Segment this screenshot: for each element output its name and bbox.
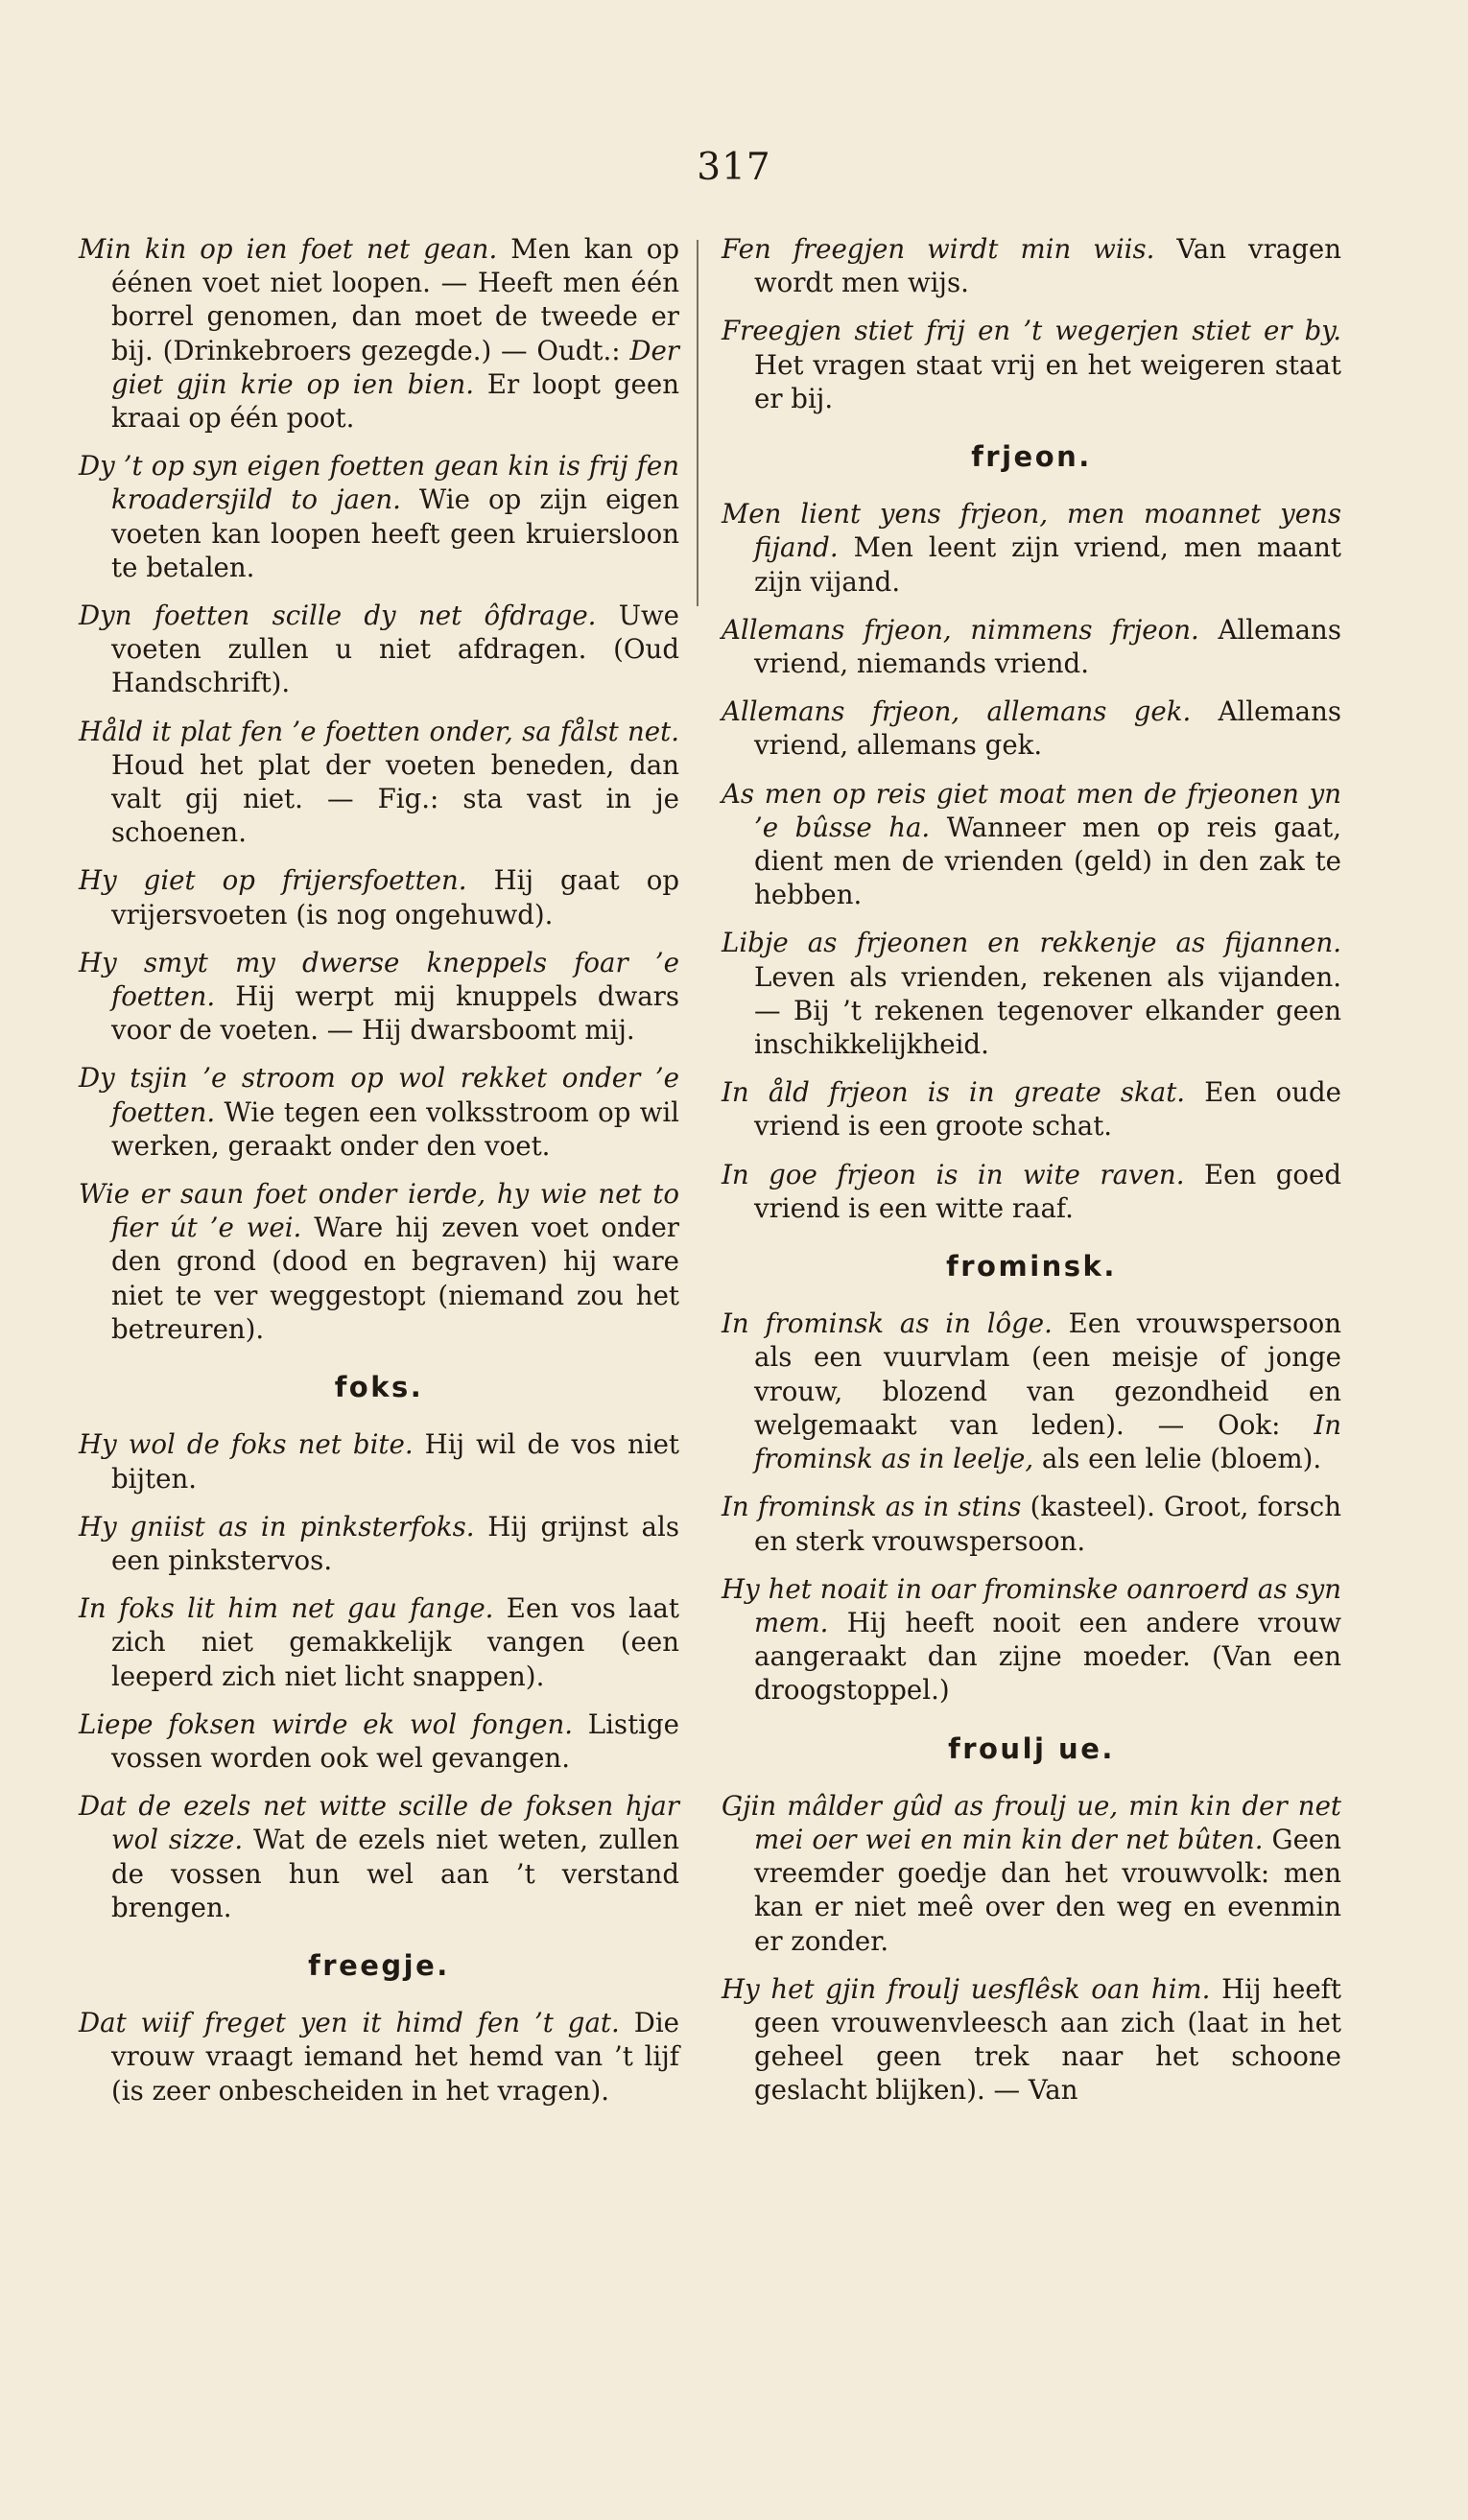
entry xyxy=(722,695,1341,762)
entry xyxy=(722,1972,1341,2108)
entry-translation: Geen vreemder goedje dan het vrouwvolk: men kan er niet meê over den weg en evenmin er zonder. xyxy=(754,1823,1341,1957)
entry xyxy=(722,1075,1341,1142)
entry xyxy=(79,1591,679,1693)
entry-translation: Hij gaat op vrijersvoeten (is nog ongehuwd). xyxy=(111,864,679,930)
entry xyxy=(79,449,679,584)
entry-translation: Allemans vriend, niemands vriend. xyxy=(754,613,1341,680)
entry xyxy=(79,1177,679,1346)
entry xyxy=(722,1789,1341,1958)
section-heading-froulju: froulj ue. xyxy=(948,1731,1115,1765)
entry xyxy=(722,497,1341,599)
entry-phrase: Men lient yens frjeon, men moannet yens fijand. xyxy=(722,498,1341,564)
entry-translation: Van vragen wordt men wijs. xyxy=(754,233,1342,299)
entry-phrase: In frominsk as in stins xyxy=(722,1491,1022,1523)
entry-phrase: In goe frjeon is in wite raven. xyxy=(722,1158,1185,1190)
section-heading-frjeon: frjeon. xyxy=(971,440,1092,474)
entry-translation: Het vragen staat vrij en het weigeren staat er bij. xyxy=(754,348,1341,414)
entry-translation: Allemans vriend, allemans gek. xyxy=(754,695,1341,762)
entry xyxy=(722,1158,1341,1225)
entry-phrase: Dy tsjin ’e stroom op wol rekket onder ’e foetten. xyxy=(79,1062,679,1128)
entry-translation: Een vos laat zich niet gemakkelijk vangen (een leeperd zich niet licht snappen). xyxy=(111,1592,679,1692)
entry-translation: Wie tegen een volksstroom op wil werken, geraakt onder den voet. xyxy=(111,1095,679,1162)
entry-phrase: Hy wol de foks net bite. xyxy=(79,1428,414,1461)
entry-translation: Men leent zijn vriend, men maant zijn vijand. xyxy=(754,531,1341,598)
entry-phrase: Dyn foetten scille dy net ôfdrage. xyxy=(79,600,597,632)
entry xyxy=(722,613,1341,680)
entry xyxy=(79,1707,679,1775)
entry xyxy=(722,314,1341,415)
entry-phrase: Hy het gjin froulj uesflêsk oan him. xyxy=(722,1972,1211,2005)
entry-phrase: In åld frjeon is in greate skat. xyxy=(722,1076,1186,1109)
entry-translation: Men kan op éénen voet niet loopen. — Heeft men één borrel genomen, dan moet de tweede er bij. (Drinkebroers gezegde.) — Oudt.: xyxy=(111,233,680,366)
entry-translation: Die vrouw vraagt iemand het hemd van ’t lijf (is zeer onbescheiden in het vragen). xyxy=(111,2007,679,2107)
entry-translation: als een lelie (bloem). xyxy=(1033,1443,1322,1475)
entry xyxy=(79,1789,679,1924)
entry-phrase: Libje as frjeonen en rekkenje as fijannen. xyxy=(722,927,1341,959)
entry-translation: Listige vossen worden ook wel gevangen. xyxy=(111,1707,679,1774)
entry-translation: Een vrouwspersoon als een vuurvlam (een meisje of jonge vrouw, blozend van gezondheid en welgemaakt van leden). — Ook: xyxy=(754,1307,1341,1441)
entry-translation: Houd het plat der voeten beneden, dan valt gij niet. — Fig.: sta vast in je schoenen. xyxy=(111,748,679,849)
left-column xyxy=(79,232,679,2122)
entry-phrase: Hy giet op frijersfoetten. xyxy=(79,864,467,897)
entry xyxy=(79,599,679,700)
entry-translation: Ware hij zeven voet onder den grond (dood en begraven) hij ware niet te ver weggestopt (niemand zou het betreuren). xyxy=(111,1212,679,1345)
entry xyxy=(79,863,679,930)
entry xyxy=(79,1061,679,1163)
entry xyxy=(79,1510,679,1577)
entry-phrase: Min kin op ien foet net gean. xyxy=(79,233,498,265)
entry-phrase: In frominsk as in leelje, xyxy=(754,1408,1341,1475)
entry-translation: Hij wil de vos niet bijten. xyxy=(111,1428,679,1495)
entry-translation: Wie op zijn eigen voeten kan loopen heeft geen kruiersloon te betalen. xyxy=(111,483,679,583)
entry xyxy=(79,946,679,1048)
entry-phrase: Allemans frjeon, nimmens frjeon. xyxy=(722,613,1199,646)
entry-phrase: Håld it plat fen ’e foetten onder, sa fålst net. xyxy=(79,715,679,747)
entry-translation: Wat de ezels niet weten, zullen de vossen hun wel aan ’t verstand brengen. xyxy=(111,1824,679,1923)
entry-phrase: Dy ’t op syn eigen foetten gean kin is frij fen kroadersjild to jaen. xyxy=(79,450,679,516)
entry-phrase: In frominsk as in lôge. xyxy=(722,1307,1053,1340)
entry-phrase: As men op reis giet moat men de frjeonen yn ’e bûsse ha. xyxy=(722,777,1341,843)
page-number: 317 xyxy=(697,146,771,189)
entry xyxy=(79,1427,679,1495)
entry-phrase: Der giet gjin krie op ien bien. xyxy=(111,334,679,400)
entry-translation: Er loopt geen kraai op één poot. xyxy=(111,367,679,435)
entry-phrase: Dat wiif freget yen it himd fen ’t gat. xyxy=(79,2007,620,2039)
entry-phrase: Hy gniist as in pinksterfoks. xyxy=(79,1510,475,1543)
entry xyxy=(722,1307,1341,1475)
section-heading-freegje: freegje. xyxy=(308,1948,450,1982)
entry-translation: Een goed vriend is een witte raaf. xyxy=(754,1158,1341,1224)
entry-phrase: In foks lit him net gau fange. xyxy=(79,1592,494,1625)
entry-translation: Wanneer men op reis gaat, dient men de vrienden (geld) in den zak te hebben. xyxy=(754,811,1342,911)
entry-phrase: Hy smyt my dwerse kneppels foar ’e foetten. xyxy=(79,946,679,1013)
entry-translation: Uwe voeten zullen u niet afdragen. (Oud Handschrift). xyxy=(111,600,679,699)
right-column xyxy=(722,232,1341,2122)
entry-phrase: Fen freegjen wirdt min wiis. xyxy=(722,233,1155,265)
entry xyxy=(722,232,1341,299)
column-divider xyxy=(697,240,698,606)
entry xyxy=(722,1572,1341,1707)
entry-phrase: Allemans frjeon, allemans gek. xyxy=(722,695,1192,728)
entry xyxy=(722,926,1341,1061)
entry-phrase: Hy het noait in oar frominske oanroerd as syn mem. xyxy=(722,1572,1341,1638)
entry-phrase: Dat de ezels net witte scille de foksen hjar wol sizze. xyxy=(79,1790,679,1856)
entry-translation: Hij werpt mij knuppels dwars voor de voeten. — Hij dwarsboomt mij. xyxy=(111,980,679,1047)
entry-phrase: Liepe foksen wirde ek wol fongen. xyxy=(79,1707,573,1740)
entry-phrase: Wie er saun foet onder ierde, hy wie net to fier út ’e wei. xyxy=(79,1178,679,1244)
entry xyxy=(79,2006,679,2108)
entry xyxy=(79,232,679,435)
entry-translation: Hij grijnst als een pinkstervos. xyxy=(111,1510,679,1576)
entry xyxy=(79,715,679,850)
entry-translation: Hij heeft nooit een andere vrouw aangeraakt dan zijne moeder. (Van een droogstoppel.) xyxy=(754,1606,1341,1707)
entry-translation: Hij heeft geen vrouwenvleesch aan zich (laat in het geheel geen trek naar het schoone geslacht blijken). — Van xyxy=(754,1972,1341,2107)
entry-translation: Leven als vrienden, rekenen als vijanden. — Bij ’t rekenen tegenover elkander geen inschikkelijkheid. xyxy=(754,960,1341,1061)
section-heading-foks: foks. xyxy=(334,1371,424,1404)
entry-phrase: Freegjen stiet frij en ’t wegerjen stiet er by. xyxy=(722,315,1341,347)
entry xyxy=(722,1490,1341,1557)
entry-translation: (kasteel). Groot, forsch en sterk vrouwspersoon. xyxy=(754,1491,1341,1557)
entry-phrase: Gjin mâlder gûd as froulj ue, min kin der net mei oer wei en min kin der net bûten. xyxy=(722,1789,1341,1855)
entry-translation: Een oude vriend is een groote schat. xyxy=(754,1076,1341,1142)
section-heading-frominsk: frominsk. xyxy=(946,1250,1117,1284)
entry xyxy=(722,777,1341,912)
